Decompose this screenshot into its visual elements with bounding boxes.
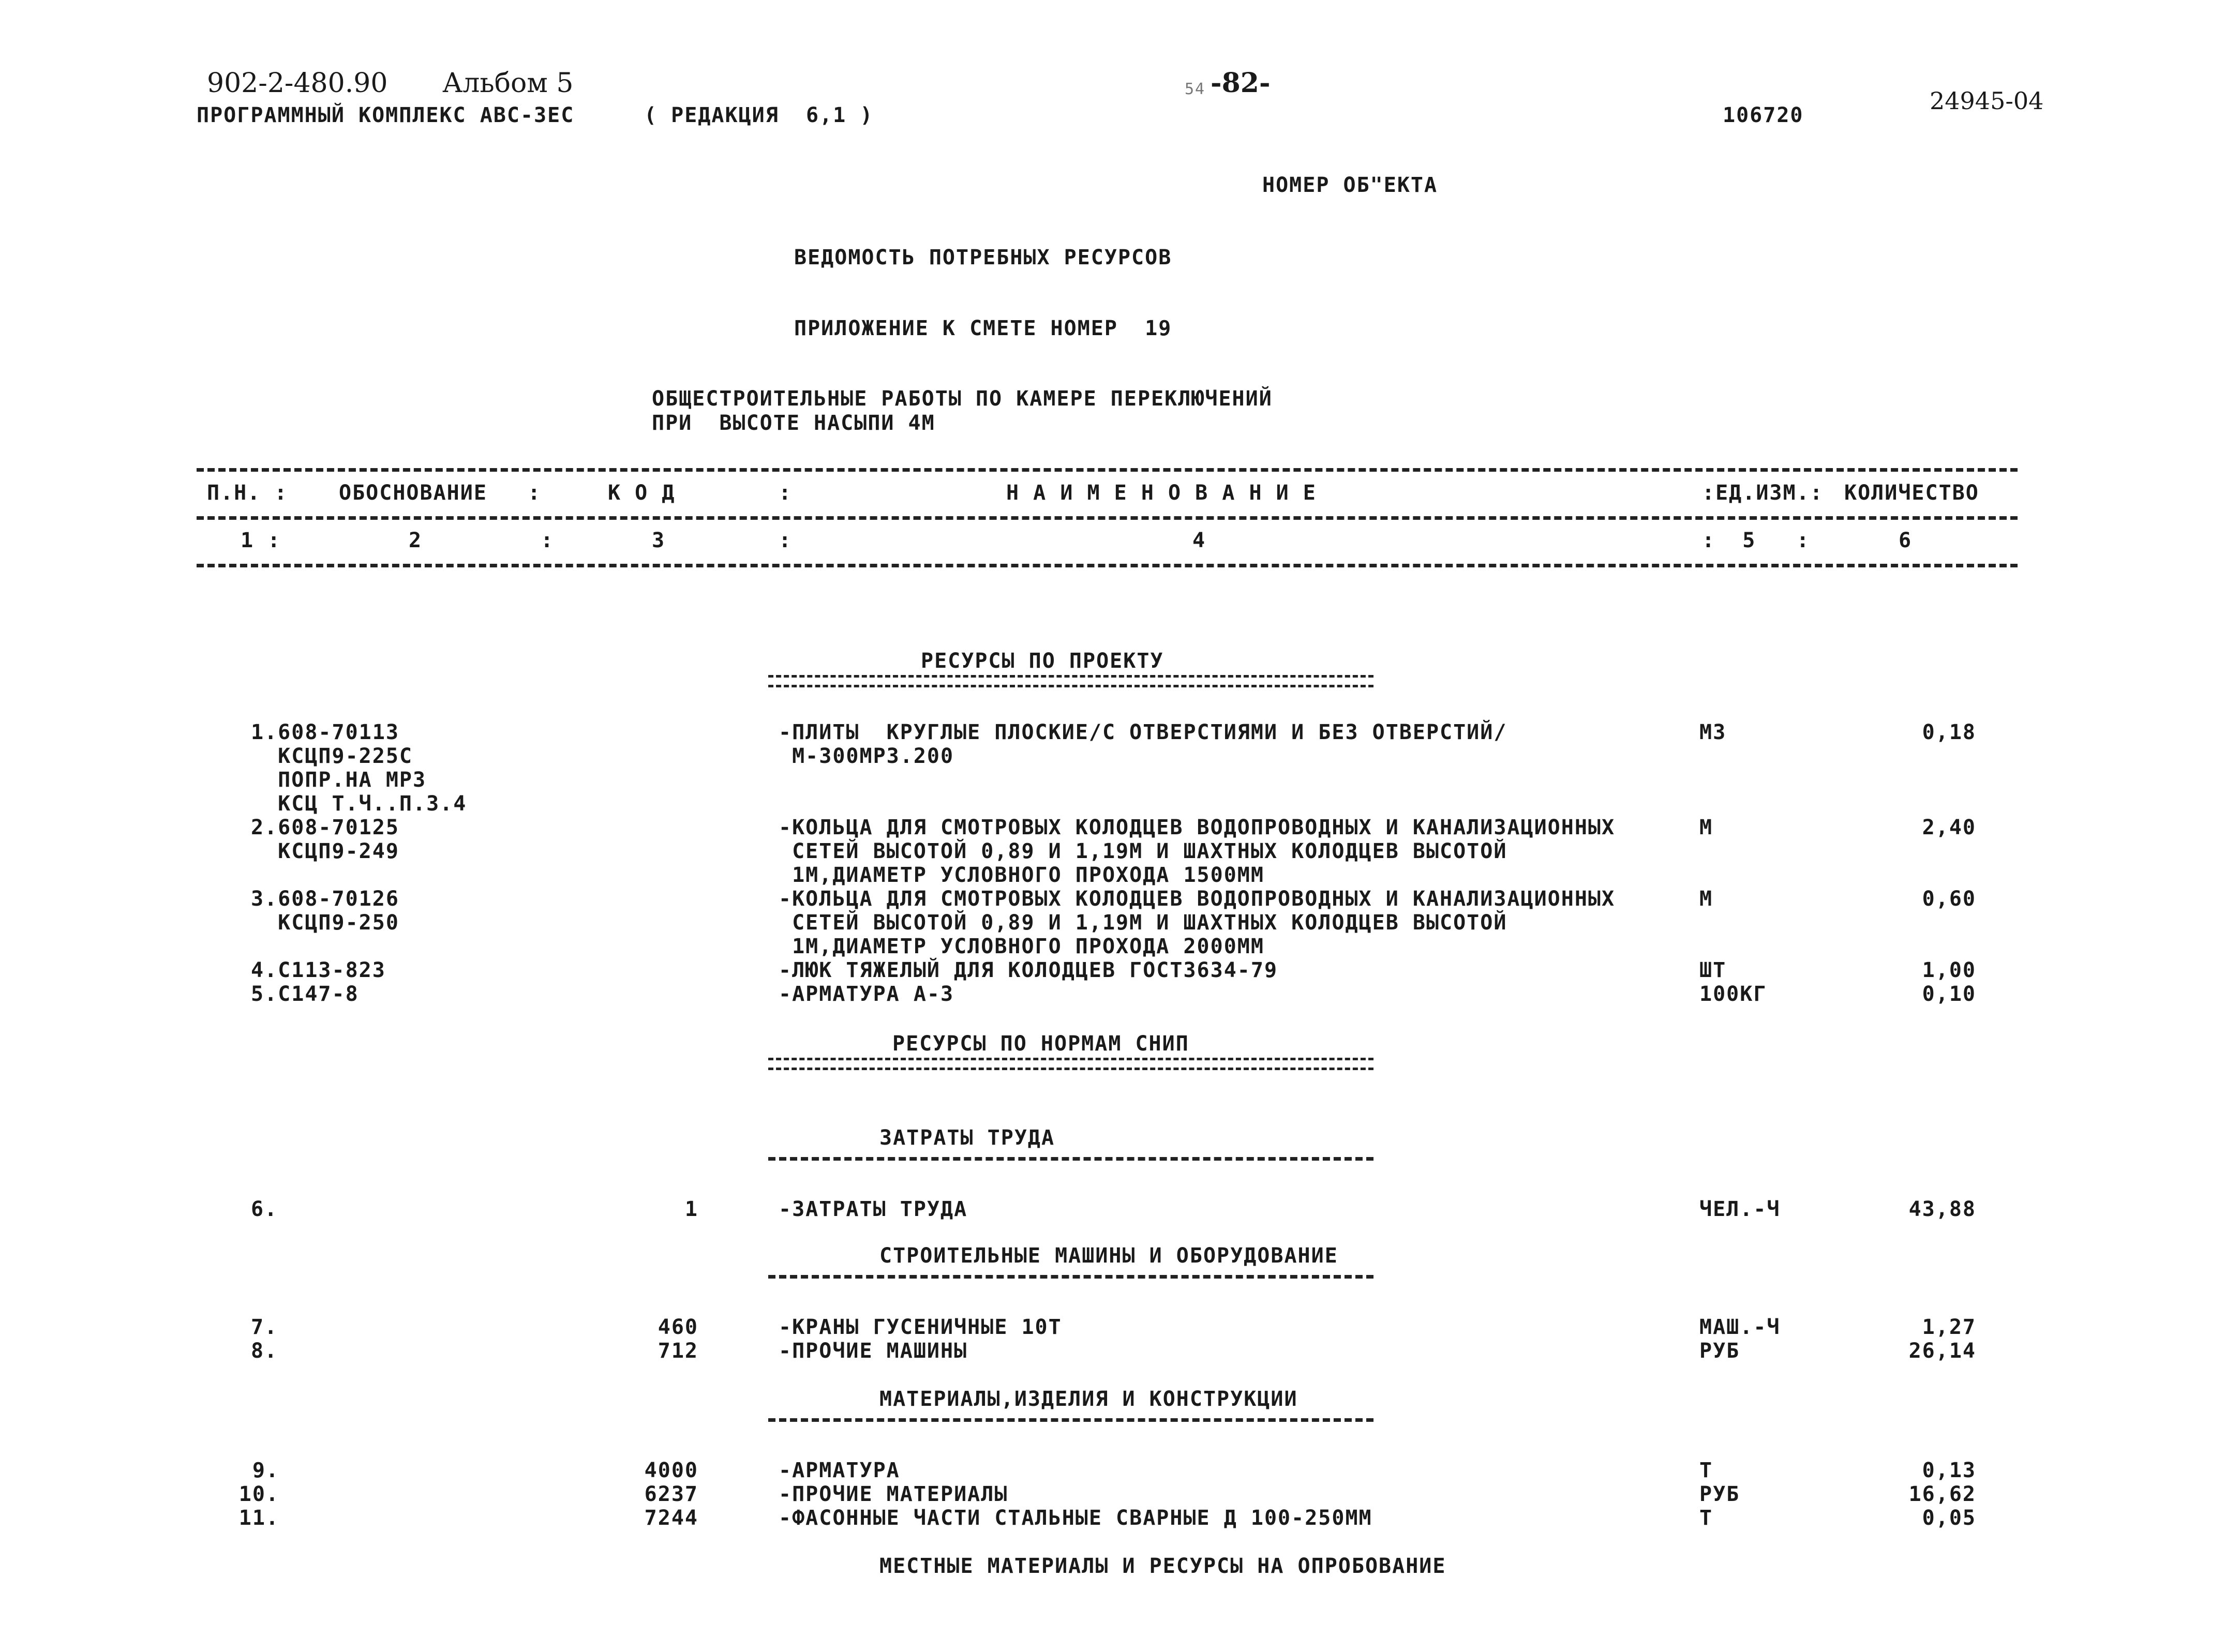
row-unit: М (1699, 887, 1713, 911)
header-col-qty: КОЛИЧЕСТВО (1844, 481, 1979, 505)
row-name: -ПРОЧИЕ МАШИНЫ (779, 1339, 968, 1363)
section-labor: ЗАТРАТЫ ТРУДА (879, 1126, 1055, 1150)
section-double-rule (768, 1058, 1373, 1070)
row-name: 1М,ДИАМЕТР УСЛОВНОГО ПРОХОДА 2000ММ (779, 935, 1264, 958)
object-label: НОМЕР ОБ"ЕКТА (1262, 173, 1438, 197)
row-name: -ПЛИТЫ КРУГЛЫЕ ПЛОСКИЕ/С ОТВЕРСТИЯМИ И БЕЗ ОТВЕРСТИЙ/ (779, 720, 1507, 744)
row-number: 11. (238, 1506, 279, 1530)
album-label: Альбом 5 (442, 68, 574, 99)
row-name: -АРМАТУРА А-3 (779, 982, 954, 1006)
header-num-6: 6 (1899, 529, 1913, 552)
row-unit: Т (1699, 1459, 1713, 1482)
row-quantity: 0,13 (1922, 1459, 1976, 1482)
row-unit: ЧЕЛ.-Ч (1699, 1197, 1781, 1221)
row-name: М-300МРЗ.200 (779, 744, 954, 768)
section-rule (768, 1418, 1373, 1422)
row-quantity: 0,10 (1922, 982, 1976, 1006)
section-rule (768, 1157, 1373, 1161)
subtitle-line-2: ПРИ ВЫСОТЕ НАСЫПИ 4М (652, 411, 935, 435)
row-name: -ФАСОННЫЕ ЧАСТИ СТАЛЬНЫЕ СВАРНЫЕ Д 100-250ММ (779, 1506, 1372, 1530)
document-title: ВЕДОМОСТЬ ПОТРЕБНЫХ РЕСУРСОВ (794, 246, 1172, 269)
appendix-label: ПРИЛОЖЕНИЕ К СМЕТЕ НОМЕР 19 (794, 317, 1172, 340)
row-unit: 100КГ (1699, 982, 1767, 1006)
section-double-rule (768, 675, 1373, 687)
subtitle-line-1: ОБЩЕСТРОИТЕЛЬНЫЕ РАБОТЫ ПО КАМЕРЕ ПЕРЕКЛЮЧЕНИЙ (652, 387, 1273, 411)
row-name: -ЗАТРАТЫ ТРУДА (779, 1197, 968, 1221)
row-basis: КСЦП9-250 (251, 911, 399, 935)
row-number: 10. (238, 1482, 279, 1506)
row-basis: 4.С113-823 (251, 958, 386, 982)
row-number: 8. (251, 1339, 278, 1363)
row-code: 6237 (644, 1482, 698, 1506)
row-name: -КОЛЬЦА ДЛЯ СМОТРОВЫХ КОЛОДЦЕВ ВОДОПРОВОДНЫХ И КАНАЛИЗАЦИОННЫХ (779, 887, 1616, 911)
row-quantity: 0,60 (1922, 887, 1976, 911)
row-unit: ШТ (1699, 958, 1727, 982)
code-b: 24945-04 (1930, 87, 2044, 115)
row-number: 6. (251, 1197, 278, 1221)
row-unit: Т (1699, 1506, 1713, 1530)
edition-label: ( РЕДАКЦИЯ 6,1 ) (644, 103, 874, 127)
row-basis: 3.608-70126 (251, 887, 399, 911)
header-num-2-sep: : (541, 529, 555, 552)
row-basis: КСЦП9-249 (251, 839, 399, 863)
header-col-name: Н А И М Е Н О В А Н И Е (1006, 481, 1317, 505)
row-code: 7244 (644, 1506, 698, 1530)
row-basis: 5.С147-8 (251, 982, 359, 1006)
header-rule-top (197, 468, 2018, 472)
row-code: 1 (684, 1197, 698, 1221)
row-quantity: 1,00 (1922, 958, 1976, 982)
row-unit: РУБ (1699, 1482, 1740, 1506)
row-name: -ЛЮК ТЯЖЕЛЫЙ ДЛЯ КОЛОДЦЕВ ГОСТ3634-79 (779, 958, 1278, 982)
header-num-1: 1 : (241, 529, 281, 552)
section-local-materials: МЕСТНЫЕ МАТЕРИАЛЫ И РЕСУРСЫ НА ОПРОБОВАНИЕ (879, 1554, 1446, 1578)
row-code: 712 (658, 1339, 698, 1363)
section-snip-resources: РЕСУРСЫ ПО НОРМАМ СНИП (892, 1032, 1189, 1056)
row-unit: М (1699, 816, 1713, 839)
header-col-code: К О Д (608, 481, 676, 505)
row-name: -АРМАТУРА (779, 1459, 900, 1482)
header-rule-middle (197, 516, 2018, 520)
row-basis: 2.608-70125 (251, 816, 399, 839)
row-quantity: 2,40 (1922, 816, 1976, 839)
row-basis: КСЦ Т.Ч..П.3.4 (251, 792, 467, 816)
row-name: -ПРОЧИЕ МАТЕРИАЛЫ (779, 1482, 1008, 1506)
section-rule (768, 1275, 1373, 1279)
row-quantity: 43,88 (1908, 1197, 1976, 1221)
row-code: 460 (658, 1315, 698, 1339)
header-num-3: 3 (652, 529, 666, 552)
header-rule-bottom (197, 564, 2018, 567)
row-name: -КОЛЬЦА ДЛЯ СМОТРОВЫХ КОЛОДЦЕВ ВОДОПРОВОДНЫХ И КАНАЛИЗАЦИОННЫХ (779, 816, 1616, 839)
header-col-sep: : (779, 481, 793, 505)
project-code: 902-2-480.90 (207, 68, 388, 99)
row-quantity: 26,14 (1908, 1339, 1976, 1363)
section-machines: СТРОИТЕЛЬНЫЕ МАШИНЫ И ОБОРУДОВАНИЕ (879, 1244, 1338, 1268)
section-materials: МАТЕРИАЛЫ,ИЗДЕЛИЯ И КОНСТРУКЦИИ (879, 1387, 1298, 1411)
header-col-pn: П.Н. : (207, 481, 288, 505)
row-code: 4000 (644, 1459, 698, 1482)
row-name: СЕТЕЙ ВЫСОТОЙ 0,89 И 1,19М И ШАХТНЫХ КОЛОДЦЕВ ВЫСОТОЙ (779, 911, 1507, 935)
row-name: 1М,ДИАМЕТР УСЛОВНОГО ПРОХОДА 1500ММ (779, 863, 1264, 887)
row-number: 9. (252, 1459, 279, 1482)
row-unit: МАШ.-Ч (1699, 1315, 1781, 1339)
page-number: -82- (1211, 67, 1271, 99)
row-basis: ПОПР.НА МРЗ (251, 768, 427, 792)
row-name: -КРАНЫ ГУСЕНИЧНЫЕ 10Т (779, 1315, 1062, 1339)
row-number: 7. (251, 1315, 278, 1339)
row-quantity: 1,27 (1922, 1315, 1976, 1339)
header-num-2: 2 (409, 529, 423, 552)
page-mark: 54 (1185, 80, 1206, 98)
row-name: СЕТЕЙ ВЫСОТОЙ 0,89 И 1,19М И ШАХТНЫХ КОЛОДЦЕВ ВЫСОТОЙ (779, 839, 1507, 863)
row-unit: М3 (1699, 720, 1727, 744)
section-project-resources: РЕСУРСЫ ПО ПРОЕКТУ (921, 649, 1164, 673)
header-num-4: 4 (1192, 529, 1206, 552)
row-basis: 1.608-70113 (251, 720, 399, 744)
row-quantity: 0,18 (1922, 720, 1976, 744)
program-name: ПРОГРАММНЫЙ КОМПЛЕКС АВС-ЗЕС (197, 103, 575, 127)
header-col-basis: ОБОСНОВАНИЕ : (339, 481, 542, 505)
header-num-5: : 5 : (1702, 529, 1810, 552)
header-num-4-sep: : (779, 529, 793, 552)
row-quantity: 16,62 (1908, 1482, 1976, 1506)
row-quantity: 0,05 (1922, 1506, 1976, 1530)
header-col-unit: :ЕД.ИЗМ.: (1702, 481, 1824, 505)
code-a: 106720 (1723, 103, 1804, 127)
row-basis: КСЦП9-225С (251, 744, 413, 768)
row-unit: РУБ (1699, 1339, 1740, 1363)
